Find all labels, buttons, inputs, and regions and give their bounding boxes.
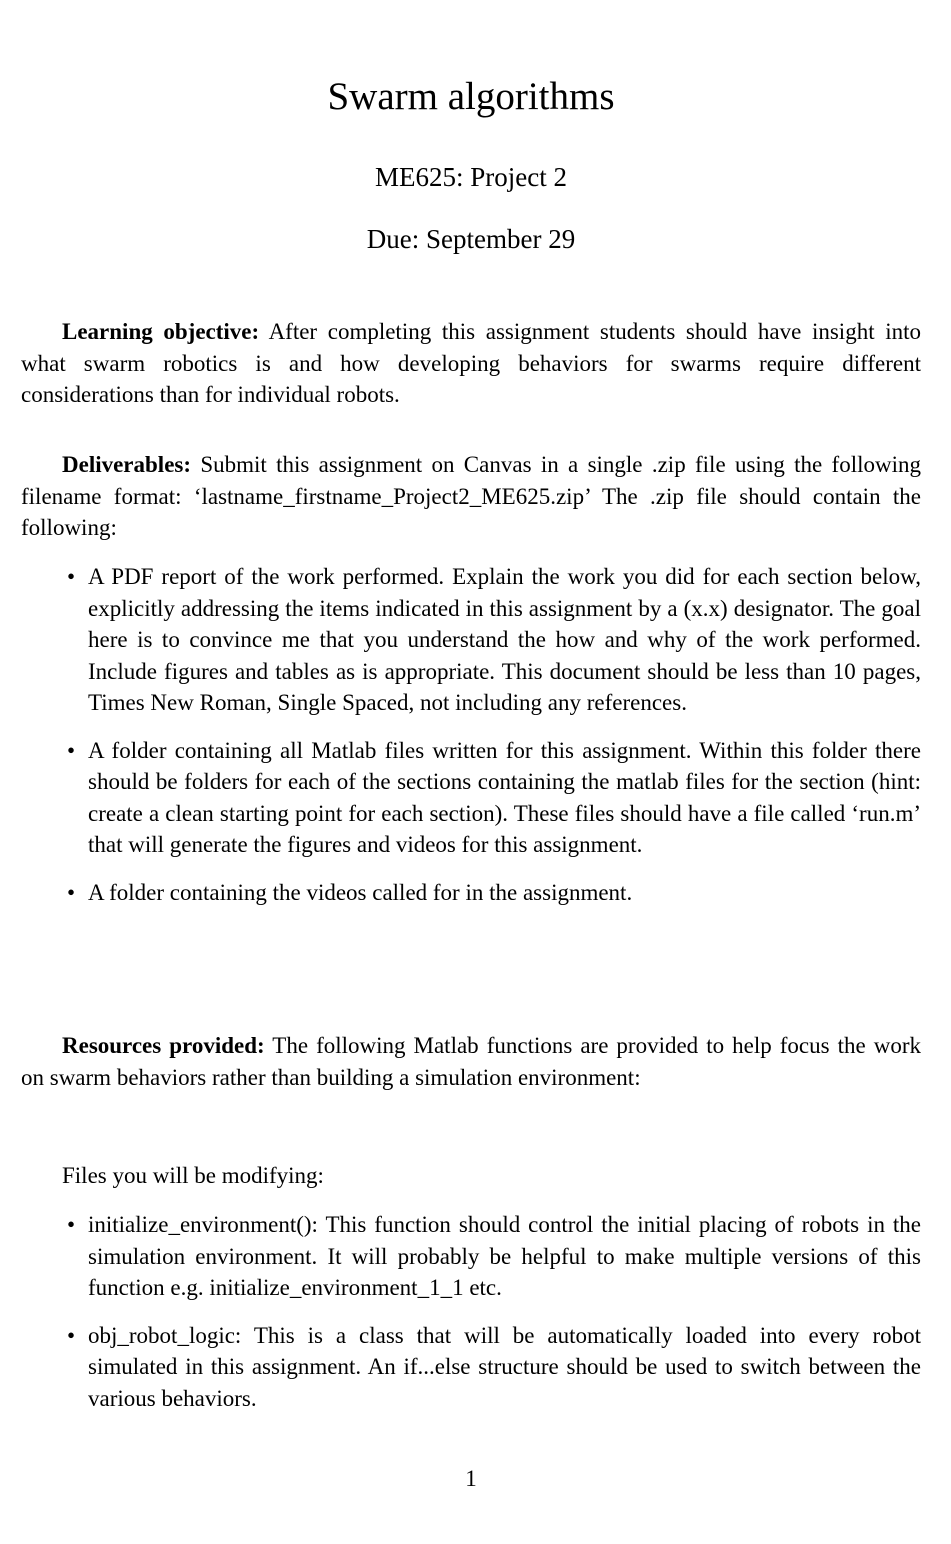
page-number: 1 <box>465 1466 477 1491</box>
deliverables-label: Deliverables: <box>62 452 192 477</box>
resources-paragraph <box>21 1030 921 1093</box>
bullet-icon: • <box>66 1212 76 1237</box>
bullet-icon: • <box>66 879 76 905</box>
deliverables-text: Submit this assignment on Canvas in a single .zip file using the following filename format: ‘lastname_firstname_Project2_ME625.zip’ The .zip file should contain the following: <box>21 452 921 540</box>
list-item <box>21 877 921 909</box>
file-item-text: initialize_environment(): This function should control the initial placing of robots in the simulation environment. It will probably be helpful to make multiple versions of this function e.g. initialize_environment_1_1 etc. <box>88 1212 921 1300</box>
files-modifying-list <box>21 1209 921 1430</box>
bullet-icon: • <box>66 564 76 589</box>
due-date: Due: September 29 <box>366 224 576 254</box>
list-item <box>21 735 921 861</box>
learning-objective-text: After completing this assignment students should have insight into what swarm robotics is and how developing behaviors for swarms require different considerations than for individual robots. <box>21 319 922 407</box>
bullet-icon: • <box>66 737 76 763</box>
deliverable-item-text: A folder containing all Matlab files written for this assignment. Within this folder there should be folders for each of the sections containing the matlab files for the section (hint: create a clean starting point for each section). These files should have a file called ‘run.m’ that will generate the figures and videos for this assignment. <box>88 737 921 857</box>
files-modifying-intro: Files you will be modifying: <box>62 1163 324 1188</box>
document-page <box>21 0 921 1544</box>
list-item <box>21 561 921 719</box>
learning-objective-label: Learning objective: <box>62 319 260 344</box>
learning-objective-paragraph <box>21 316 921 411</box>
course-subtitle: ME625: Project 2 <box>375 162 567 192</box>
document-title: Swarm algorithms <box>327 75 615 118</box>
list-item <box>21 1209 921 1304</box>
file-item-text: obj_robot_logic: This is a class that will be automatically loaded into every robot simulated in this assignment. An if...else structure should be used to switch between the various behaviors. <box>88 1322 921 1411</box>
resources-label: Resources provided: <box>62 1033 265 1058</box>
deliverables-list <box>21 561 921 924</box>
resources-text: The following Matlab functions are provided to help focus the work on swarm behaviors rather than building a simulation environment: <box>21 1033 921 1090</box>
list-item <box>21 1320 921 1415</box>
bullet-icon: • <box>66 1322 76 1348</box>
deliverable-item-text: A PDF report of the work performed. Explain the work you did for each section below, explicitly addressing the items indicated in this assignment by a (x.x) designator. The goal here is to convince me that you understand the how and why of the work performed. Include figures and tables as is appropriate. This document should be less than 10 pages, Times New Roman, Single Spaced, not including any references. <box>88 564 921 715</box>
deliverables-paragraph <box>21 449 921 544</box>
deliverable-item-text: A folder containing the videos called for in the assignment. <box>88 879 633 905</box>
